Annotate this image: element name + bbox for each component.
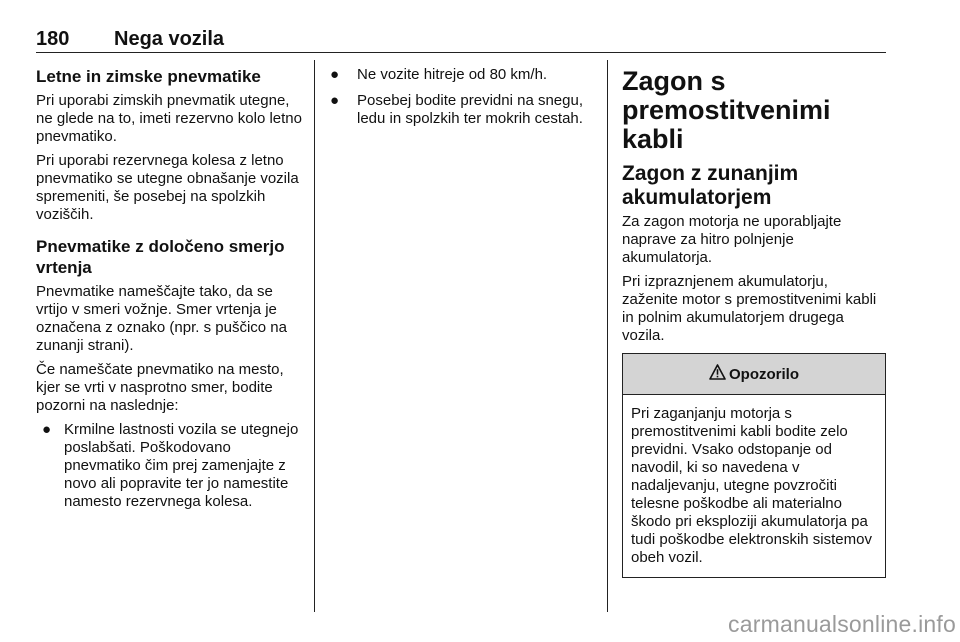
column-3 bbox=[622, 60, 886, 578]
list-item-text: Posebej bodite previdni na snegu, ledu in spolzkih ter mokrih cestah. bbox=[357, 92, 583, 127]
bullet-list bbox=[330, 66, 598, 128]
section-heading-directional: Pnevmatike z določeno smerjo vrtenja bbox=[36, 237, 285, 277]
paragraph: Pri uporabi rezervnega kolesa z letno pnevmatiko se utegne obnašanje vozila spremeniti, še posebej na spolzkih voziščih. bbox=[36, 152, 299, 223]
column-1 bbox=[36, 60, 302, 519]
list-item bbox=[36, 421, 302, 511]
paragraph: Pri uporabi zimskih pnevmatik utegne, ne glede na to, imeti rezervno kolo letno pnevmatiko. bbox=[36, 92, 302, 145]
header-divider bbox=[36, 52, 886, 53]
page-header bbox=[36, 28, 886, 50]
list-item bbox=[330, 66, 598, 84]
section-title: Zagon s premostitvenimi kabli bbox=[622, 66, 831, 154]
column-divider-2 bbox=[607, 60, 608, 612]
paragraph: Če nameščate pnevmatiko na mesto, kjer se vrti v nasprotno smer, bodite pozorni na naslednje: bbox=[36, 361, 284, 414]
warning-label: Opozorilo bbox=[729, 365, 799, 383]
warning-triangle-icon bbox=[709, 364, 726, 384]
bullet-icon: ● bbox=[42, 421, 52, 438]
section-heading-tires: Letne in zimske pnevmatike bbox=[36, 67, 261, 86]
warning-text: Pri zaganjanju motorja s premostitvenimi kabli bodite zelo previdni. Vsako odstopanje od navodil, ki so navedena v nadaljevanju, utegne povzročiti telesne poškodbe ali materialno škodo pri eksploziji akumulatorja pa tudi poškodbe elektronskih sistemov obeh vozil. bbox=[631, 405, 872, 566]
list-item bbox=[330, 92, 598, 128]
bullet-icon: ● bbox=[330, 66, 340, 83]
bullet-list bbox=[36, 421, 302, 511]
list-item-text: Ne vozite hitreje od 80 km/h. bbox=[357, 66, 548, 83]
paragraph: Pri izpraznjenem akumulatorju, zaženite motor s premostitvenimi kabli in polnim akumulatorjem drugega vozila. bbox=[622, 273, 877, 344]
list-item-text: Krmilne lastnosti vozila se utegnejo poslabšati. Poškodovano pnevmatiko čim prej zamenjajte z novo ali popravite ter jo namestite namesto rezervnega kolesa. bbox=[64, 421, 299, 510]
bullet-icon: ● bbox=[330, 92, 340, 109]
chapter-title: Nega vozila bbox=[114, 28, 225, 50]
column-divider-1 bbox=[314, 60, 315, 612]
section-subtitle: Zagon z zunanjim akumulatorjem bbox=[622, 162, 799, 209]
warning-header bbox=[623, 354, 885, 395]
warning-box bbox=[622, 353, 886, 578]
paragraph: Pnevmatike nameščajte tako, da se vrtijo v smeri vožnje. Smer vrtenja je označena z oznako (npr. s puščico na zunanji strani). bbox=[36, 283, 287, 354]
page-number: 180 bbox=[36, 28, 70, 50]
watermark: carmanualsonline.info bbox=[728, 611, 956, 637]
column-2 bbox=[330, 60, 598, 136]
paragraph: Za zagon motorja ne uporabljajte naprave za hitro polnjenje akumulatorja. bbox=[622, 213, 842, 266]
